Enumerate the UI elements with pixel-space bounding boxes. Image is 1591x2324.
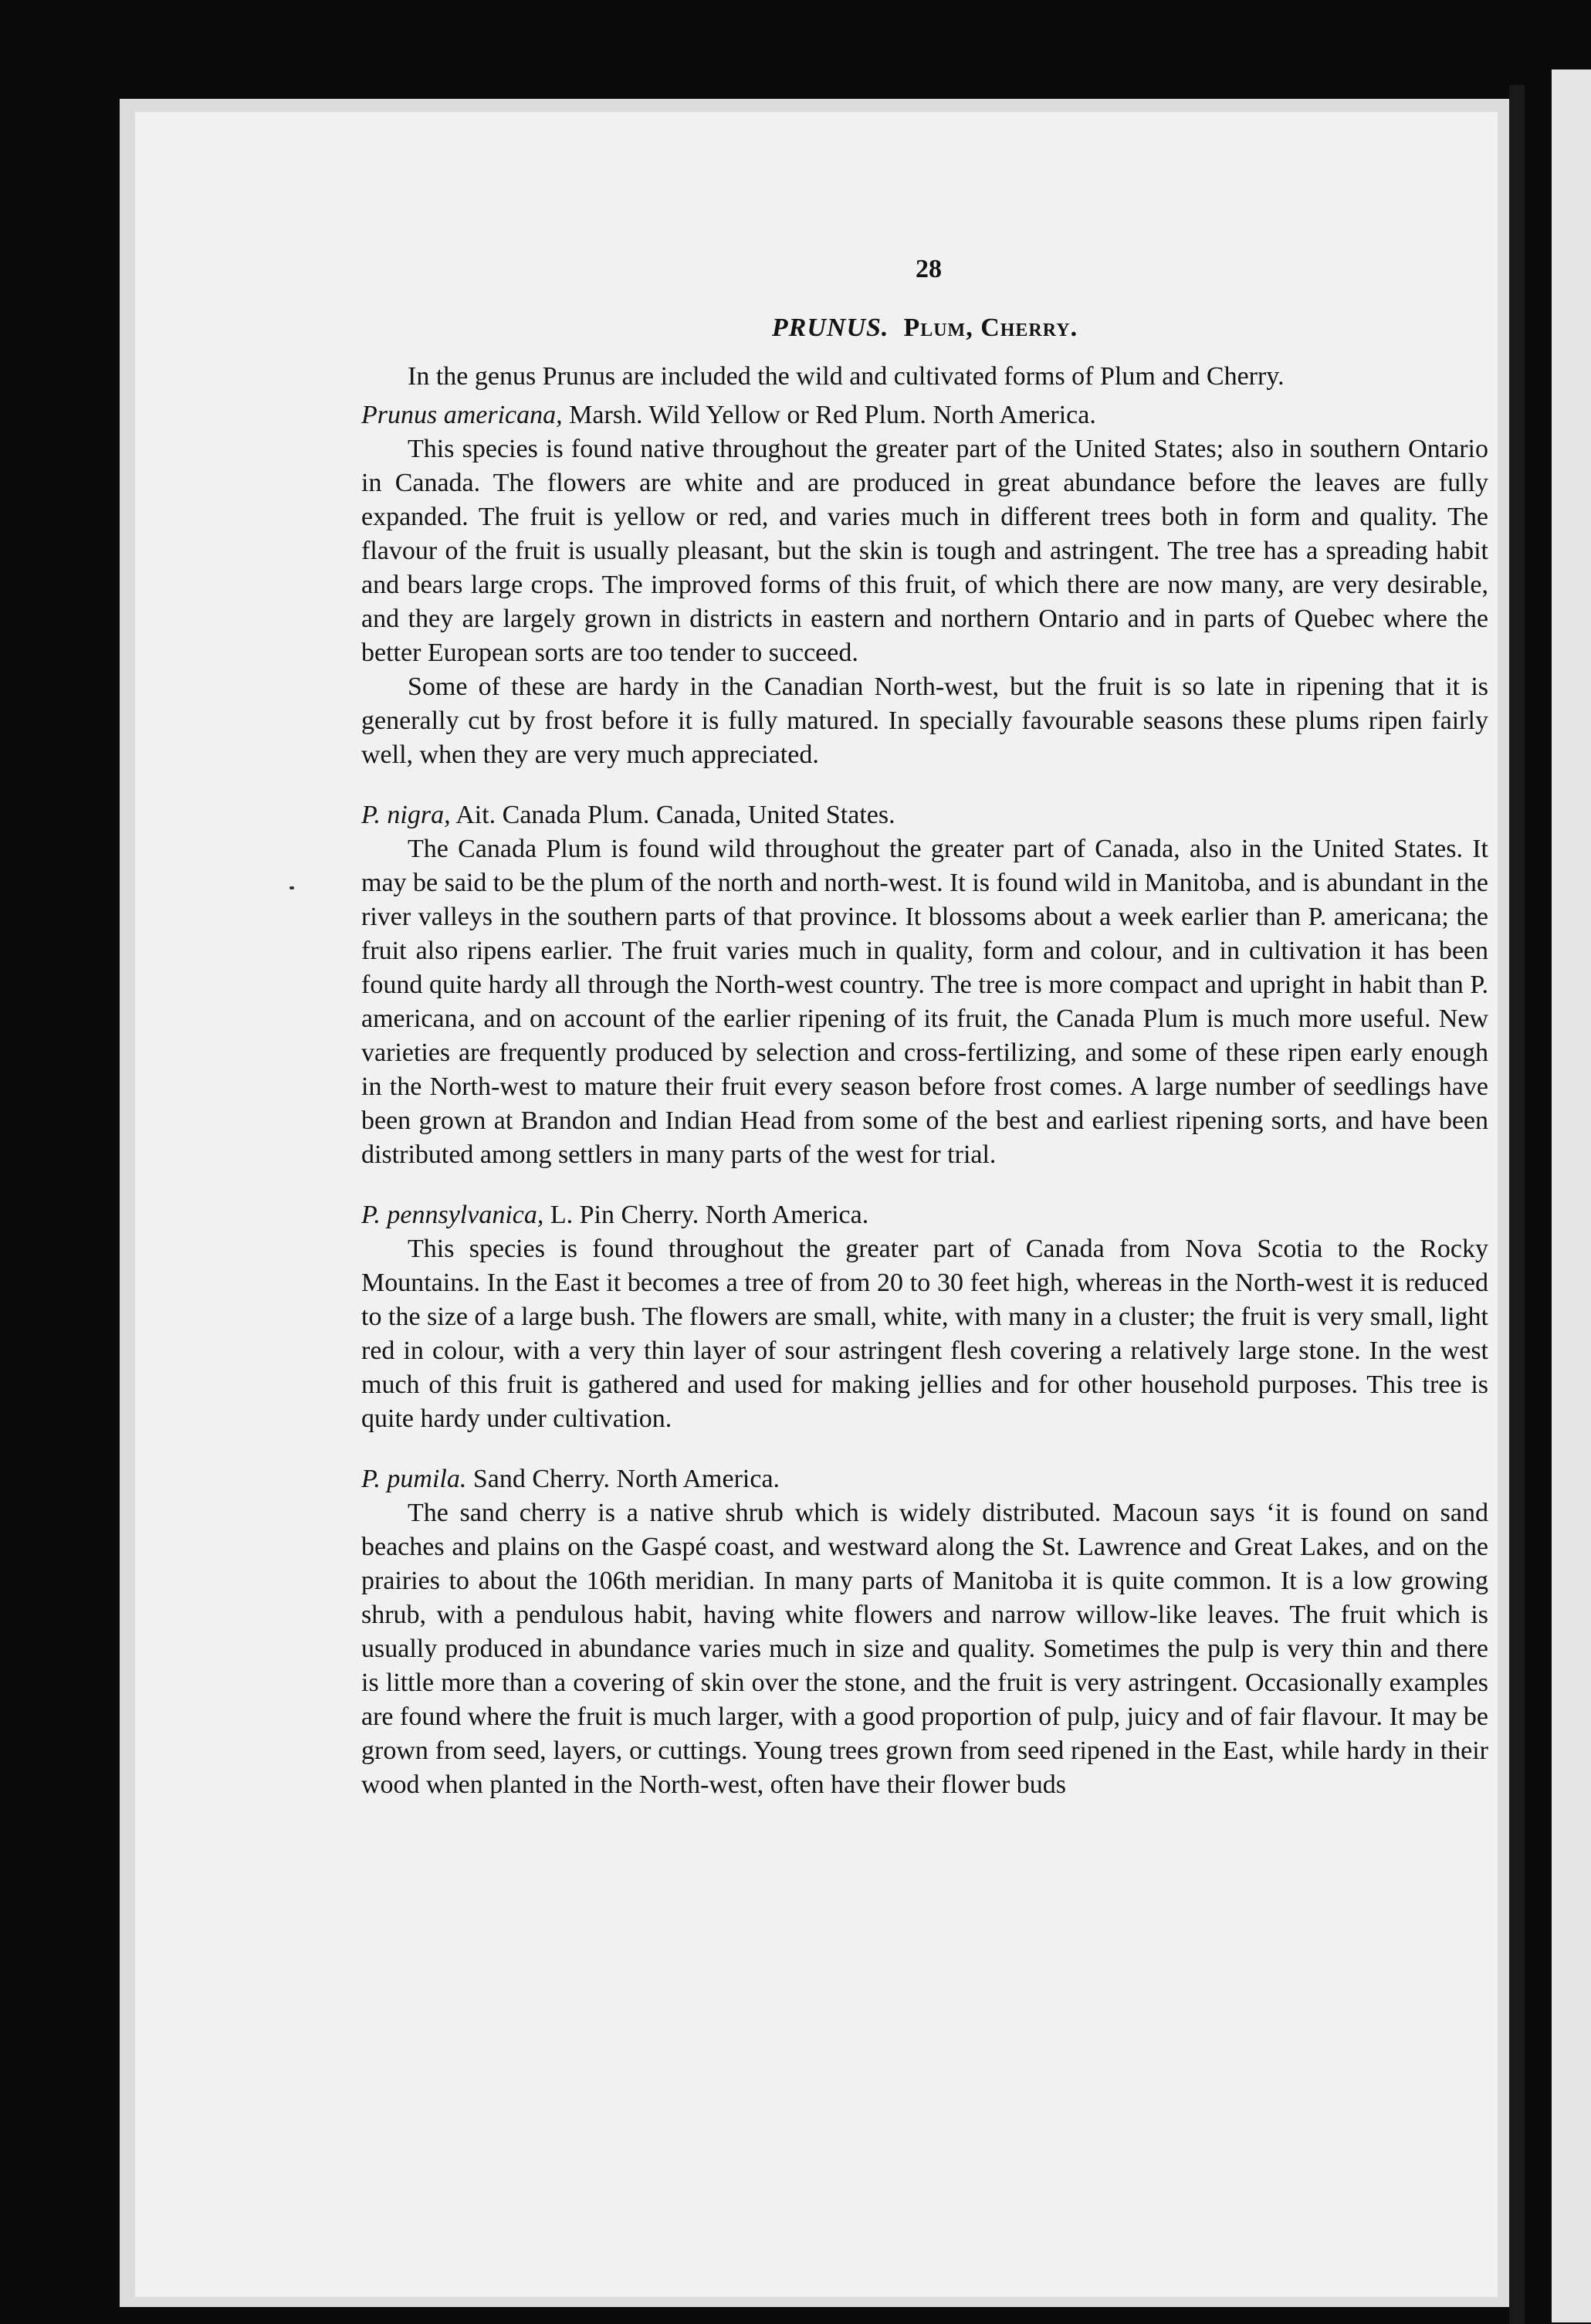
scan-speck (289, 886, 294, 889)
species-name: P. nigra, (361, 801, 451, 829)
page-number: 28 (916, 255, 942, 283)
species-entry (361, 1462, 1488, 1802)
species-heading-rest: Marsh. Wild Yellow or Red Plum. North America. (562, 401, 1096, 429)
species-paragraph: Some of these are hardy in the Canadian North-west, but the fruit is so late in ripening that it is generally cut by frost before it is fully matured. In specially favourable seasons these plums ripen fairly well, when they are very much appreciated. (361, 672, 1488, 769)
section-title (361, 313, 1488, 343)
intro-paragraph: In the genus Prunus are included the wild and cultivated forms of Plum and Cherry. (408, 362, 1285, 391)
species-heading (361, 1462, 1488, 1496)
species-name: P. pennsylvanica, (361, 1201, 544, 1229)
species-heading (361, 398, 1488, 432)
section-title-common: Plum, Cherry. (903, 313, 1078, 342)
species-paragraph: This species is found throughout the greater part of Canada from Nova Scotia to the Rocky Mountains. In the East it becomes a tree of from 20 to 30 feet high, whereas in the North-west it is reduced to the size of a large bush. The flowers are small, white, with many in a cluster; the fruit is very small, light red in colour, with a very thin layer of sour astringent flesh covering a relatively large stone. In the west much of this fruit is gathered and used for making jellies and for other household purposes. This tree is quite hardy under cultivation. (361, 1235, 1488, 1433)
species-name: Prunus americana, (361, 401, 563, 429)
species-heading (361, 798, 1488, 832)
species-heading-rest: Ait. Canada Plum. Canada, United States. (450, 801, 895, 829)
species-paragraph: The Canada Plum is found wild throughout the greater part of Canada, also in the United States. It may be said to be the plum of the north and north-west. It is found wild in Manitoba, and is abundant in the river valleys in the southern parts of that province. It blossoms about a week earlier than P. americana; the fruit also ripens earlier. The fruit varies much in quality, form and colour, and in cultivation it has been found quite hardy all through the North-west country. The tree is more compact and upright in habit than P. americana, and on account of the earlier ripening of its fruit, the Canada Plum is much more useful. New varieties are frequently produced by selection and cross-fertilizing, and some of these ripen early enough in the North-west to mature their fruit every season before frost comes. A large number of seedlings have been grown at Brandon and Indian Head from some of the best and earliest ripening sorts, and have been distributed among settlers in many parts of the west for trial. (361, 835, 1488, 1169)
species-paragraph: This species is found native throughout the greater part of the United States; also in southern Ontario in Canada. The flowers are white and are produced in great abundance before the leaves are fully expanded. The fruit is yellow or red, and varies much in different trees both in form and quality. The flavour of the fruit is usually pleasant, but the skin is tough and astringent. The tree has a spreading habit and bears large crops. The improved forms of this fruit, of which there are now many, are very desirable, and they are largely grown in districts in eastern and northern Ontario and in parts of Quebec where the better European sorts are too tender to succeed. (361, 435, 1488, 667)
species-heading (361, 1198, 1488, 1232)
species-entry (361, 398, 1488, 772)
page-text (361, 255, 1488, 1802)
section-title-genus: PRUNUS. (771, 313, 889, 342)
adjacent-page-edge (1552, 69, 1591, 2322)
species-paragraph: The sand cherry is a native shrub which is widely distributed. Macoun says ‘it is found on sand beaches and plains on the Gaspé coast, and westward along the St. Lawrence and Great Lakes, and on the prairies to about the 106th meridian. In many parts of Manitoba it is quite common. It is a low growing shrub, with a pendulous habit, having white flowers and narrow willow-like leaves. The fruit which is usually produced in abundance varies much in size and quality. Sometimes the pulp is very thin and there is little more than a covering of skin over the stone, and the fruit is very astringent. Occasionally examples are found where the fruit is much larger, with a good proportion of pulp, juicy and of fair flavour. It may be grown from seed, layers, or cuttings. Young trees grown from seed ripened in the East, while hardy in their wood when planted in the North-west, often have their flower buds (361, 1499, 1488, 1799)
gutter-shadow (1509, 85, 1525, 2324)
species-entry (361, 798, 1488, 1172)
species-heading-rest: Sand Cherry. North America. (466, 1465, 780, 1493)
species-entry (361, 1198, 1488, 1436)
species-name: P. pumila. (361, 1465, 467, 1493)
species-heading-rest: L. Pin Cherry. North America. (543, 1201, 869, 1229)
